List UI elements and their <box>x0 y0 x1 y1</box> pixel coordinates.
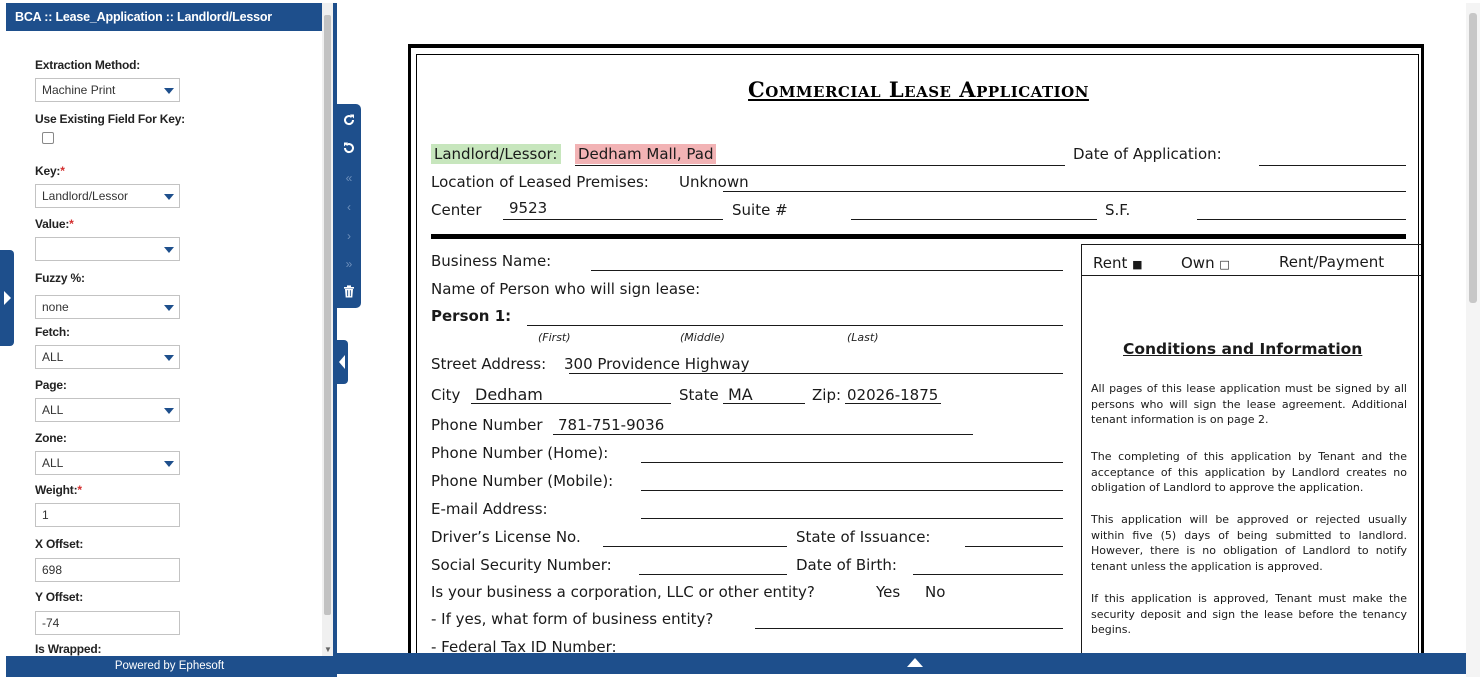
drivers-license-label: Driver’s License No. <box>431 528 581 546</box>
own-label <box>1181 254 1230 272</box>
yes-option: Yes <box>876 583 901 601</box>
fuzzy-select[interactable] <box>35 295 180 319</box>
state-value: MA <box>728 385 753 404</box>
conditions-paragraph: All pages of this lease application must be signed by all persons who will sign the lease agreement. Additional tenant information is on page 2. <box>1091 382 1407 426</box>
panel-scrollbar-thumb[interactable] <box>324 15 331 615</box>
key-label <box>35 164 65 178</box>
required-mark: * <box>69 217 74 231</box>
prev-page-icon[interactable]: ‹ <box>347 200 351 214</box>
entity-form-underline <box>755 628 1063 629</box>
value-label-text: Value: <box>35 217 70 231</box>
scroll-down-icon[interactable]: ▼ <box>324 645 332 654</box>
key-label-text: Key: <box>35 164 61 178</box>
center-value: 9523 <box>509 199 548 217</box>
zip-value: 02026-1875 <box>847 386 939 404</box>
phone-mobile-label: Phone Number (Mobile): <box>431 472 614 490</box>
viewer-scrollbar-thumb[interactable] <box>1469 13 1477 303</box>
landlord-underline <box>575 165 1065 166</box>
chevron-left-icon <box>339 355 345 369</box>
location-value: Unknown <box>679 173 749 191</box>
powered-by-footer: Powered by Ephesoft <box>6 656 333 677</box>
suite-underline <box>851 219 1097 220</box>
viewer-bottom-bar <box>337 653 1470 674</box>
own-checkbox: □ <box>1219 258 1230 271</box>
chevron-down-icon <box>164 355 174 361</box>
landlord-value-highlight[interactable]: Dedham Mall, Pad <box>575 144 716 164</box>
redo-icon[interactable] <box>337 106 361 134</box>
own-text: Own <box>1181 254 1215 272</box>
dob-underline <box>913 574 1063 575</box>
location-label: Location of Leased Premises: <box>431 173 649 191</box>
page-value: ALL <box>42 403 64 417</box>
conditions-paragraph: The completing of this application by Tenant and the acceptance of this application by Landlord creates no obligation of Landlord to approve the application. <box>1091 450 1407 494</box>
collapse-panel-tab[interactable] <box>337 340 348 384</box>
conditions-title: Conditions and Information <box>1123 340 1363 358</box>
page-label: Page: <box>35 378 67 392</box>
phone-home-label: Phone Number (Home): <box>431 444 609 462</box>
phone-mobile-underline <box>641 490 1063 491</box>
drivers-license-underline <box>603 546 787 547</box>
fetch-label: Fetch: <box>35 325 70 339</box>
conditions-paragraph: If this application is approved, Tenant must make the security deposit and sign the lease before the tenancy begins. <box>1091 592 1407 636</box>
middle-caption: (Middle) <box>680 331 725 344</box>
email-underline <box>641 518 1063 519</box>
phone-home-underline <box>641 462 1063 463</box>
conditions-paragraph: This application will be approved or rejected usually within five (5) days of being submitted to landlord. However, there is no obligation of Landlord to notify tenant unless the application is approved. <box>1091 513 1407 573</box>
chevron-up-icon[interactable] <box>907 658 923 667</box>
tax-id-label: - Federal Tax ID Number: <box>431 638 617 653</box>
viewer-toolbar <box>337 104 361 308</box>
y-offset-input[interactable]: -74 <box>35 611 180 635</box>
center-label: Center <box>431 201 482 219</box>
street-underline <box>569 373 1063 374</box>
street-value: 300 Providence Highway <box>564 355 750 373</box>
state-underline <box>723 403 805 404</box>
sf-underline <box>1197 219 1406 220</box>
field-form <box>6 31 322 656</box>
rent-text: Rent <box>1093 254 1128 272</box>
rent-label <box>1093 254 1143 272</box>
corporation-question: Is your business a corporation, LLC or other entity? <box>431 583 815 601</box>
x-offset-input[interactable]: 698 <box>35 558 180 582</box>
center-underline <box>503 219 723 220</box>
chevron-down-icon <box>164 461 174 467</box>
sf-label: S.F. <box>1105 201 1131 219</box>
document-page <box>416 54 1419 653</box>
state-label: State <box>679 386 719 404</box>
undo-icon[interactable] <box>337 134 361 162</box>
right-box-top-border <box>1081 244 1424 245</box>
last-page-icon[interactable]: » <box>345 257 353 271</box>
is-wrapped-label: Is Wrapped: <box>35 642 102 656</box>
landlord-key-highlight[interactable]: Landlord/Lessor: <box>431 144 561 164</box>
section-divider <box>431 234 1406 239</box>
signer-label: Name of Person who will sign lease: <box>431 280 701 298</box>
document-viewer[interactable] <box>408 44 1424 653</box>
x-offset-label: X Offset: <box>35 537 84 551</box>
key-select[interactable] <box>35 184 180 208</box>
city-underline <box>471 403 671 404</box>
extraction-method-value: Machine Print <box>42 83 116 97</box>
extraction-method-select[interactable] <box>35 78 180 102</box>
weight-input[interactable]: 1 <box>35 503 180 527</box>
viewer-scrollbar[interactable] <box>1466 3 1480 677</box>
zone-label: Zone: <box>35 431 67 445</box>
chevron-down-icon <box>164 88 174 94</box>
first-page-icon[interactable]: « <box>345 171 353 185</box>
state-issuance-label: State of Issuance: <box>796 528 931 546</box>
right-box-row-border <box>1081 275 1424 276</box>
business-name-label: Business Name: <box>431 252 552 270</box>
chevron-down-icon <box>164 194 174 200</box>
chevron-right-icon <box>4 291 11 305</box>
expand-panel-tab[interactable] <box>0 250 14 346</box>
fuzzy-label: Fuzzy %: <box>35 271 85 285</box>
person1-underline <box>527 325 1063 326</box>
use-existing-field-label: Use Existing Field For Key: <box>35 112 185 126</box>
date-of-application-label: Date of Application: <box>1073 145 1222 163</box>
date-underline <box>1259 165 1406 166</box>
dob-label: Date of Birth: <box>796 556 897 574</box>
email-label: E-mail Address: <box>431 500 548 518</box>
required-mark: * <box>60 164 65 178</box>
business-name-underline <box>591 270 1063 271</box>
zone-value: ALL <box>42 456 64 470</box>
value-select[interactable] <box>35 237 180 261</box>
state-issuance-underline <box>965 546 1063 547</box>
last-caption: (Last) <box>847 331 879 344</box>
chevron-down-icon <box>164 247 174 253</box>
next-page-icon[interactable]: › <box>347 229 351 243</box>
use-existing-field-checkbox[interactable] <box>42 132 54 144</box>
panel-scrollbar[interactable] <box>322 3 333 659</box>
location-underline <box>723 191 1406 192</box>
rent-checkbox: ■ <box>1132 258 1143 271</box>
field-config-panel <box>6 3 332 677</box>
zip-label: Zip: <box>812 386 842 404</box>
zone-select[interactable] <box>35 451 180 475</box>
document-title: Commercial Lease Application <box>748 77 1089 102</box>
person1-label: Person 1: <box>431 307 512 325</box>
suite-label: Suite # <box>732 201 788 219</box>
rent-payment-label: Rent/Payment <box>1279 253 1385 271</box>
phone-value: 781-751-9036 <box>558 416 665 434</box>
fetch-select[interactable] <box>35 345 180 369</box>
chevron-down-icon <box>164 408 174 414</box>
y-offset-label: Y Offset: <box>35 590 83 604</box>
extraction-method-label: Extraction Method: <box>35 58 141 72</box>
phone-underline <box>553 434 973 435</box>
entity-form-label: - If yes, what form of business entity? <box>431 610 714 628</box>
phone-label: Phone Number <box>431 416 543 434</box>
street-label: Street Address: <box>431 355 547 373</box>
weight-label-text: Weight: <box>35 483 78 497</box>
required-mark: * <box>77 483 82 497</box>
chevron-down-icon <box>164 305 174 311</box>
weight-label <box>35 483 82 497</box>
value-label <box>35 217 74 231</box>
ssn-label: Social Security Number: <box>431 556 612 574</box>
fuzzy-value: none <box>42 300 69 314</box>
ssn-underline <box>639 574 787 575</box>
page-select[interactable] <box>35 398 180 422</box>
first-caption: (First) <box>538 331 571 344</box>
trash-icon[interactable] <box>337 278 361 306</box>
no-option: No <box>925 583 946 601</box>
zip-underline <box>845 403 941 404</box>
fetch-value: ALL <box>42 350 64 364</box>
right-box-left-border <box>1081 245 1082 653</box>
city-value: Dedham <box>475 385 543 404</box>
key-value: Landlord/Lessor <box>42 189 129 203</box>
city-label: City <box>431 386 461 404</box>
panel-title: BCA :: Lease_Application :: Landlord/Lessor <box>6 3 322 31</box>
